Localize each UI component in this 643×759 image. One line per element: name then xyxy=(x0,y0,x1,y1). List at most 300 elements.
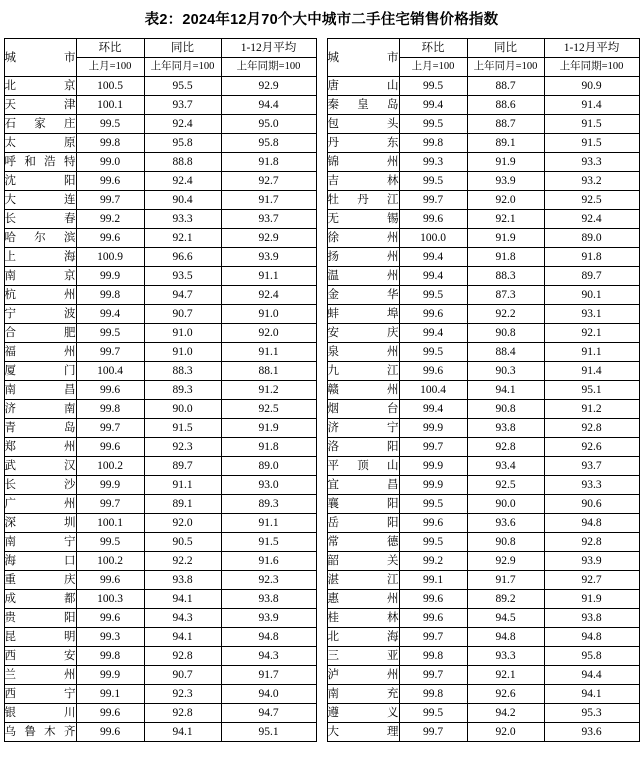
row-city-left: 广 州 xyxy=(4,495,76,514)
row-avg-left: 89.0 xyxy=(221,457,316,476)
row-avg-left: 91.9 xyxy=(221,419,316,438)
row-yoy-right: 92.2 xyxy=(467,305,544,324)
row-yoy-right: 88.7 xyxy=(467,115,544,134)
column-spacer xyxy=(316,666,327,685)
row-city-right: 金 华 xyxy=(327,286,399,305)
row-mom-right: 99.4 xyxy=(399,267,467,286)
table-row xyxy=(4,723,639,742)
row-yoy-right: 88.7 xyxy=(467,77,544,96)
row-yoy-right: 93.9 xyxy=(467,172,544,191)
row-yoy-left: 92.4 xyxy=(144,115,221,134)
column-spacer xyxy=(316,647,327,666)
row-yoy-right: 91.9 xyxy=(467,229,544,248)
row-avg-left: 91.8 xyxy=(221,153,316,172)
row-avg-right: 93.8 xyxy=(544,609,639,628)
table-row xyxy=(4,438,639,457)
row-avg-right: 92.4 xyxy=(544,210,639,229)
row-avg-left: 89.3 xyxy=(221,495,316,514)
table-row xyxy=(4,153,639,172)
row-yoy-left: 89.3 xyxy=(144,381,221,400)
row-city-right: 襄 阳 xyxy=(327,495,399,514)
row-city-right: 惠 州 xyxy=(327,590,399,609)
table-header xyxy=(4,39,639,77)
row-avg-right: 95.8 xyxy=(544,647,639,666)
row-avg-right: 91.2 xyxy=(544,400,639,419)
row-mom-right: 99.6 xyxy=(399,305,467,324)
column-spacer xyxy=(316,229,327,248)
row-city-left: 杭 州 xyxy=(4,286,76,305)
table-row xyxy=(4,305,639,324)
table-row xyxy=(4,533,639,552)
column-spacer xyxy=(316,704,327,723)
row-mom-left: 100.9 xyxy=(76,248,144,267)
row-avg-left: 88.1 xyxy=(221,362,316,381)
column-spacer xyxy=(316,248,327,267)
row-city-right: 锦 州 xyxy=(327,153,399,172)
row-avg-left: 93.9 xyxy=(221,609,316,628)
table-row xyxy=(4,609,639,628)
row-yoy-right: 93.3 xyxy=(467,647,544,666)
header-sub-mom-left: 上月=100 xyxy=(76,58,144,77)
row-avg-left: 92.3 xyxy=(221,571,316,590)
row-mom-left: 99.3 xyxy=(76,628,144,647)
row-yoy-left: 92.3 xyxy=(144,438,221,457)
row-mom-left: 100.5 xyxy=(76,77,144,96)
row-mom-right: 99.7 xyxy=(399,438,467,457)
row-yoy-right: 91.8 xyxy=(467,248,544,267)
row-yoy-left: 88.3 xyxy=(144,362,221,381)
row-city-right: 湛 江 xyxy=(327,571,399,590)
row-city-right: 吉 林 xyxy=(327,172,399,191)
row-mom-left: 99.8 xyxy=(76,400,144,419)
row-mom-right: 99.7 xyxy=(399,666,467,685)
row-mom-left: 99.6 xyxy=(76,723,144,742)
row-yoy-left: 93.3 xyxy=(144,210,221,229)
table-header-row-group xyxy=(4,39,639,58)
row-city-right: 扬 州 xyxy=(327,248,399,267)
row-avg-left: 91.5 xyxy=(221,533,316,552)
row-mom-left: 99.5 xyxy=(76,115,144,134)
row-avg-left: 92.9 xyxy=(221,77,316,96)
row-avg-right: 95.3 xyxy=(544,704,639,723)
column-spacer xyxy=(316,476,327,495)
row-yoy-left: 93.8 xyxy=(144,571,221,590)
row-avg-right: 94.8 xyxy=(544,628,639,647)
row-yoy-left: 90.0 xyxy=(144,400,221,419)
row-city-right: 大 理 xyxy=(327,723,399,742)
row-yoy-left: 91.0 xyxy=(144,343,221,362)
row-yoy-right: 94.2 xyxy=(467,704,544,723)
row-mom-left: 99.8 xyxy=(76,647,144,666)
row-avg-right: 89.7 xyxy=(544,267,639,286)
table-row xyxy=(4,115,639,134)
row-mom-right: 99.4 xyxy=(399,248,467,267)
row-avg-left: 91.1 xyxy=(221,343,316,362)
row-city-left: 太 原 xyxy=(4,134,76,153)
row-mom-left: 99.6 xyxy=(76,438,144,457)
row-avg-right: 91.4 xyxy=(544,362,639,381)
column-spacer xyxy=(316,191,327,210)
row-yoy-left: 90.4 xyxy=(144,191,221,210)
header-group-yoy-left: 同比 xyxy=(144,39,221,58)
row-yoy-left: 90.7 xyxy=(144,666,221,685)
row-city-left: 贵 阳 xyxy=(4,609,76,628)
row-city-right: 秦 皇 岛 xyxy=(327,96,399,115)
column-spacer xyxy=(316,495,327,514)
row-yoy-right: 89.1 xyxy=(467,134,544,153)
row-mom-left: 99.6 xyxy=(76,609,144,628)
row-mom-right: 99.5 xyxy=(399,286,467,305)
column-spacer xyxy=(316,685,327,704)
header-city-left: 城 市 xyxy=(4,39,76,77)
table-row xyxy=(4,286,639,305)
row-mom-left: 99.5 xyxy=(76,324,144,343)
row-city-left: 天 津 xyxy=(4,96,76,115)
column-spacer xyxy=(316,590,327,609)
row-mom-right: 99.5 xyxy=(399,77,467,96)
table-row xyxy=(4,324,639,343)
row-city-right: 北 海 xyxy=(327,628,399,647)
row-city-left: 武 汉 xyxy=(4,457,76,476)
row-yoy-right: 88.6 xyxy=(467,96,544,115)
row-yoy-right: 92.8 xyxy=(467,438,544,457)
column-spacer xyxy=(316,609,327,628)
row-avg-left: 91.0 xyxy=(221,305,316,324)
row-yoy-right: 93.8 xyxy=(467,419,544,438)
row-city-left: 南 京 xyxy=(4,267,76,286)
table-row xyxy=(4,210,639,229)
row-mom-right: 99.4 xyxy=(399,400,467,419)
row-avg-right: 91.4 xyxy=(544,96,639,115)
row-yoy-right: 88.3 xyxy=(467,267,544,286)
row-yoy-left: 96.6 xyxy=(144,248,221,267)
row-mom-left: 99.6 xyxy=(76,571,144,590)
row-city-left: 合 肥 xyxy=(4,324,76,343)
row-avg-left: 91.1 xyxy=(221,267,316,286)
row-mom-right: 99.7 xyxy=(399,628,467,647)
row-yoy-left: 91.1 xyxy=(144,476,221,495)
row-city-right: 洛 阳 xyxy=(327,438,399,457)
row-yoy-right: 94.8 xyxy=(467,628,544,647)
row-yoy-left: 92.4 xyxy=(144,172,221,191)
table-row xyxy=(4,191,639,210)
table-row xyxy=(4,685,639,704)
row-yoy-left: 92.2 xyxy=(144,552,221,571)
row-mom-left: 99.9 xyxy=(76,666,144,685)
row-city-left: 西 安 xyxy=(4,647,76,666)
row-avg-right: 90.9 xyxy=(544,77,639,96)
row-city-left: 哈 尔 滨 xyxy=(4,229,76,248)
row-city-right: 遵 义 xyxy=(327,704,399,723)
row-yoy-right: 94.1 xyxy=(467,381,544,400)
row-yoy-left: 89.7 xyxy=(144,457,221,476)
row-mom-right: 99.5 xyxy=(399,115,467,134)
row-avg-right: 90.6 xyxy=(544,495,639,514)
row-avg-left: 95.8 xyxy=(221,134,316,153)
row-city-right: 济 宁 xyxy=(327,419,399,438)
row-yoy-right: 90.3 xyxy=(467,362,544,381)
table-body xyxy=(4,77,639,742)
row-mom-left: 99.7 xyxy=(76,343,144,362)
row-city-right: 安 庆 xyxy=(327,324,399,343)
row-avg-left: 95.1 xyxy=(221,723,316,742)
header-sub-yoy-right: 上年同月=100 xyxy=(467,58,544,77)
row-yoy-right: 92.1 xyxy=(467,210,544,229)
row-avg-right: 91.1 xyxy=(544,343,639,362)
row-city-right: 泸 州 xyxy=(327,666,399,685)
row-mom-left: 99.0 xyxy=(76,153,144,172)
row-city-right: 韶 关 xyxy=(327,552,399,571)
row-yoy-left: 95.8 xyxy=(144,134,221,153)
row-city-left: 乌鲁木齐 xyxy=(4,723,76,742)
row-city-left: 深 圳 xyxy=(4,514,76,533)
row-mom-left: 100.2 xyxy=(76,552,144,571)
row-avg-left: 92.4 xyxy=(221,286,316,305)
column-spacer xyxy=(316,77,327,96)
row-mom-left: 99.6 xyxy=(76,381,144,400)
row-mom-left: 99.1 xyxy=(76,685,144,704)
row-avg-right: 92.8 xyxy=(544,419,639,438)
row-yoy-right: 92.9 xyxy=(467,552,544,571)
table-row xyxy=(4,362,639,381)
column-spacer xyxy=(316,286,327,305)
row-avg-right: 93.7 xyxy=(544,457,639,476)
row-mom-right: 99.6 xyxy=(399,609,467,628)
row-avg-right: 91.8 xyxy=(544,248,639,267)
table-row xyxy=(4,647,639,666)
row-city-left: 厦 门 xyxy=(4,362,76,381)
table-row xyxy=(4,628,639,647)
column-spacer xyxy=(316,267,327,286)
table-row xyxy=(4,552,639,571)
row-avg-left: 91.2 xyxy=(221,381,316,400)
row-mom-right: 99.7 xyxy=(399,191,467,210)
row-avg-right: 91.5 xyxy=(544,134,639,153)
row-city-right: 赣 州 xyxy=(327,381,399,400)
row-mom-left: 99.8 xyxy=(76,134,144,153)
table-row xyxy=(4,571,639,590)
row-mom-right: 99.6 xyxy=(399,514,467,533)
row-mom-right: 99.1 xyxy=(399,571,467,590)
table-row xyxy=(4,514,639,533)
row-mom-left: 100.3 xyxy=(76,590,144,609)
table-row xyxy=(4,134,639,153)
row-avg-right: 93.3 xyxy=(544,153,639,172)
row-city-left: 福 州 xyxy=(4,343,76,362)
row-mom-left: 99.7 xyxy=(76,191,144,210)
column-spacer xyxy=(316,39,327,77)
row-mom-right: 99.6 xyxy=(399,590,467,609)
row-city-left: 海 口 xyxy=(4,552,76,571)
row-mom-right: 99.8 xyxy=(399,685,467,704)
row-avg-left: 91.1 xyxy=(221,514,316,533)
row-mom-left: 100.1 xyxy=(76,514,144,533)
column-spacer xyxy=(316,571,327,590)
row-city-right: 温 州 xyxy=(327,267,399,286)
row-city-left: 石 家 庄 xyxy=(4,115,76,134)
row-city-left: 济 南 xyxy=(4,400,76,419)
row-yoy-right: 93.4 xyxy=(467,457,544,476)
table-row xyxy=(4,495,639,514)
column-spacer xyxy=(316,362,327,381)
row-avg-left: 94.7 xyxy=(221,704,316,723)
row-mom-right: 99.8 xyxy=(399,134,467,153)
row-mom-right: 99.5 xyxy=(399,704,467,723)
row-mom-right: 100.4 xyxy=(399,381,467,400)
row-mom-left: 99.6 xyxy=(76,172,144,191)
row-city-right: 南 充 xyxy=(327,685,399,704)
row-city-left: 兰 州 xyxy=(4,666,76,685)
row-yoy-left: 92.1 xyxy=(144,229,221,248)
row-avg-right: 94.1 xyxy=(544,685,639,704)
row-avg-left: 93.7 xyxy=(221,210,316,229)
column-spacer xyxy=(316,96,327,115)
row-city-right: 唐 山 xyxy=(327,77,399,96)
row-mom-right: 99.6 xyxy=(399,362,467,381)
row-city-right: 丹 东 xyxy=(327,134,399,153)
table-row xyxy=(4,419,639,438)
row-mom-left: 100.2 xyxy=(76,457,144,476)
row-city-left: 长 春 xyxy=(4,210,76,229)
row-avg-left: 92.5 xyxy=(221,400,316,419)
row-yoy-right: 90.8 xyxy=(467,400,544,419)
row-mom-left: 100.1 xyxy=(76,96,144,115)
column-spacer xyxy=(316,381,327,400)
row-yoy-left: 91.0 xyxy=(144,324,221,343)
row-mom-left: 99.8 xyxy=(76,286,144,305)
row-mom-left: 99.2 xyxy=(76,210,144,229)
row-avg-right: 90.1 xyxy=(544,286,639,305)
row-yoy-left: 93.7 xyxy=(144,96,221,115)
column-spacer xyxy=(316,438,327,457)
column-spacer xyxy=(316,324,327,343)
header-sub-yoy-left: 上年同月=100 xyxy=(144,58,221,77)
row-mom-right: 99.4 xyxy=(399,96,467,115)
price-index-table-wrapper xyxy=(4,38,633,742)
row-city-left: 成 都 xyxy=(4,590,76,609)
row-yoy-right: 92.5 xyxy=(467,476,544,495)
row-mom-right: 99.2 xyxy=(399,552,467,571)
row-yoy-right: 87.3 xyxy=(467,286,544,305)
row-avg-left: 94.0 xyxy=(221,685,316,704)
row-avg-left: 92.7 xyxy=(221,172,316,191)
row-mom-left: 99.9 xyxy=(76,267,144,286)
row-mom-right: 99.4 xyxy=(399,324,467,343)
row-avg-left: 94.8 xyxy=(221,628,316,647)
column-spacer xyxy=(316,533,327,552)
table-row xyxy=(4,476,639,495)
row-yoy-left: 92.8 xyxy=(144,647,221,666)
row-city-right: 岳 阳 xyxy=(327,514,399,533)
row-avg-left: 94.4 xyxy=(221,96,316,115)
row-avg-left: 92.9 xyxy=(221,229,316,248)
header-group-avg-right: 1-12月平均 xyxy=(544,39,639,58)
row-yoy-right: 92.6 xyxy=(467,685,544,704)
row-avg-right: 91.5 xyxy=(544,115,639,134)
row-avg-right: 89.0 xyxy=(544,229,639,248)
header-sub-avg-right: 上年同期=100 xyxy=(544,58,639,77)
header-group-yoy-right: 同比 xyxy=(467,39,544,58)
row-avg-left: 91.7 xyxy=(221,666,316,685)
header-group-avg-left: 1-12月平均 xyxy=(221,39,316,58)
row-avg-right: 93.9 xyxy=(544,552,639,571)
column-spacer xyxy=(316,723,327,742)
row-yoy-left: 90.5 xyxy=(144,533,221,552)
row-avg-left: 91.7 xyxy=(221,191,316,210)
row-mom-left: 99.6 xyxy=(76,229,144,248)
row-city-right: 徐 州 xyxy=(327,229,399,248)
row-avg-right: 91.9 xyxy=(544,590,639,609)
row-avg-right: 95.1 xyxy=(544,381,639,400)
row-city-right: 烟 台 xyxy=(327,400,399,419)
row-mom-right: 99.9 xyxy=(399,419,467,438)
row-yoy-left: 92.3 xyxy=(144,685,221,704)
header-sub-mom-right: 上月=100 xyxy=(399,58,467,77)
row-avg-left: 93.8 xyxy=(221,590,316,609)
row-mom-right: 99.7 xyxy=(399,723,467,742)
table-row xyxy=(4,229,639,248)
row-mom-right: 99.9 xyxy=(399,476,467,495)
row-city-left: 北 京 xyxy=(4,77,76,96)
table-row xyxy=(4,704,639,723)
row-yoy-right: 91.7 xyxy=(467,571,544,590)
row-city-left: 南 宁 xyxy=(4,533,76,552)
row-city-left: 昆 明 xyxy=(4,628,76,647)
row-avg-right: 92.6 xyxy=(544,438,639,457)
row-avg-right: 92.8 xyxy=(544,533,639,552)
column-spacer xyxy=(316,457,327,476)
column-spacer xyxy=(316,134,327,153)
row-yoy-right: 90.8 xyxy=(467,324,544,343)
table-row xyxy=(4,77,639,96)
row-city-left: 沈 阳 xyxy=(4,172,76,191)
row-avg-left: 93.0 xyxy=(221,476,316,495)
row-avg-right: 93.6 xyxy=(544,723,639,742)
column-spacer xyxy=(316,305,327,324)
row-avg-right: 93.1 xyxy=(544,305,639,324)
table-row xyxy=(4,343,639,362)
row-city-left: 长 沙 xyxy=(4,476,76,495)
row-mom-right: 99.5 xyxy=(399,343,467,362)
row-city-right: 宜 昌 xyxy=(327,476,399,495)
header-group-mom-right: 环比 xyxy=(399,39,467,58)
row-city-right: 平 顶 山 xyxy=(327,457,399,476)
column-spacer xyxy=(316,552,327,571)
row-yoy-right: 92.1 xyxy=(467,666,544,685)
row-city-right: 包 头 xyxy=(327,115,399,134)
header-sub-avg-left: 上年同期=100 xyxy=(221,58,316,77)
row-city-left: 大 连 xyxy=(4,191,76,210)
column-spacer xyxy=(316,419,327,438)
row-yoy-right: 91.9 xyxy=(467,153,544,172)
row-avg-left: 93.9 xyxy=(221,248,316,267)
row-mom-left: 99.5 xyxy=(76,533,144,552)
row-yoy-right: 88.4 xyxy=(467,343,544,362)
row-mom-left: 99.6 xyxy=(76,704,144,723)
column-spacer xyxy=(316,115,327,134)
row-avg-right: 92.5 xyxy=(544,191,639,210)
column-spacer xyxy=(316,210,327,229)
table-row xyxy=(4,457,639,476)
row-avg-left: 94.3 xyxy=(221,647,316,666)
row-mom-right: 100.0 xyxy=(399,229,467,248)
row-yoy-left: 89.1 xyxy=(144,495,221,514)
row-yoy-left: 92.0 xyxy=(144,514,221,533)
page-title: 表2：2024年12月70个大中城市二手住宅销售价格指数 xyxy=(144,12,499,28)
row-city-left: 郑 州 xyxy=(4,438,76,457)
table-row xyxy=(4,590,639,609)
row-city-left: 南 昌 xyxy=(4,381,76,400)
